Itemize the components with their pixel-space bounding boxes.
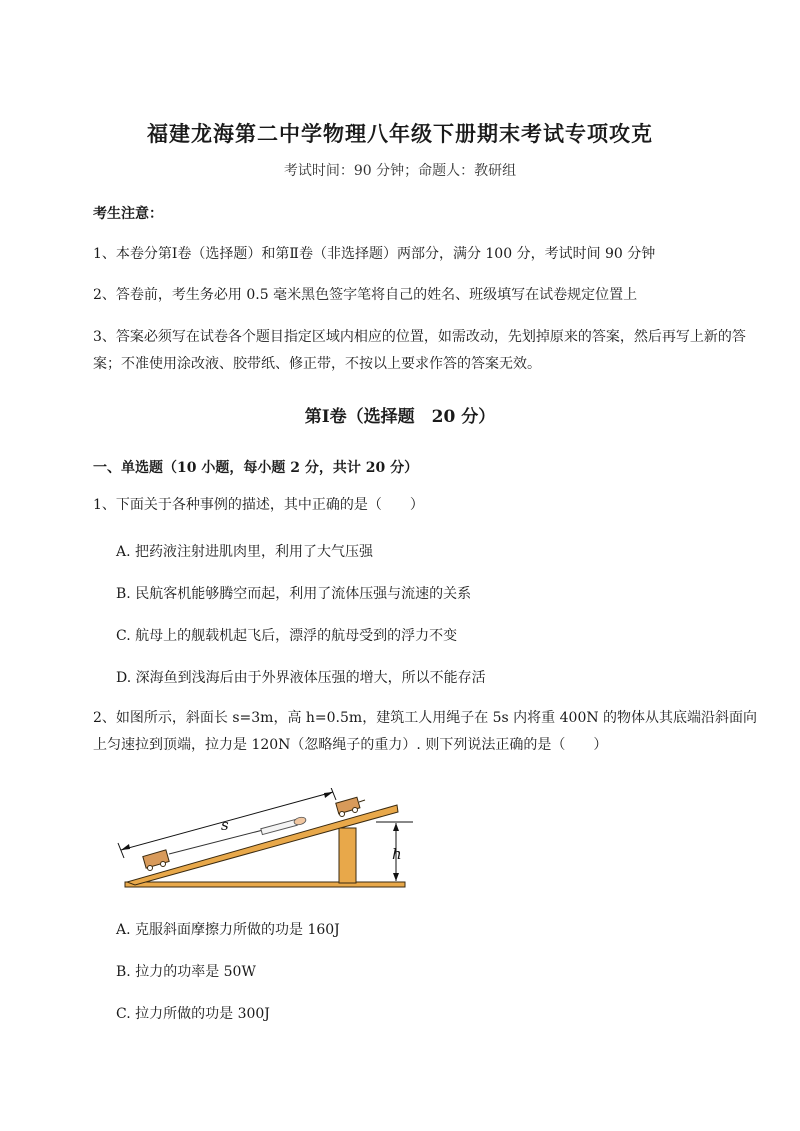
- question-2-stem: 2、如图所示，斜面长 s=3m，高 h=0.5m，建筑工人用绳子在 5s 内将重 400N 的物体从其底端沿斜面向上匀速拉到顶端，拉力是 120N（忽略绳子的重力）. 则下列说法正确的是（ ）: [93, 710, 758, 753]
- incline-diagram: [113, 788, 413, 898]
- cart-top: [336, 797, 365, 816]
- ground-plank: [125, 882, 405, 887]
- incline-plank: [127, 805, 398, 885]
- label-s: s: [221, 816, 229, 834]
- notice-item-1: 1、本卷分第Ⅰ卷（选择题）和第Ⅱ卷（非选择题）两部分，满分 100 分，考试时间 90 分钟: [93, 246, 656, 262]
- exam-meta: 考试时间：90 分钟；命题人：教研组: [283, 163, 517, 179]
- support-post: [339, 828, 356, 883]
- notice-item-3: 3、答案必须写在试卷各个题目指定区域内相应的位置，如需改动，先划掉原来的答案，然后再写上新的答案；不准使用涂改液、胶带纸、修正带，不按以上要求作答的答案无效。: [93, 329, 746, 372]
- notice-heading: 考生注意：: [93, 206, 163, 222]
- q1-option-b: B. 民航客机能够腾空而起，利用了流体压强与流速的关系: [116, 586, 472, 602]
- question-1-stem: 1、下面关于各种事例的描述，其中正确的是（ ）: [93, 497, 424, 513]
- notice-item-2: 2、答卷前，考生务必用 0.5 毫米黑色签字笔将自己的姓名、班级填写在试卷规定位置上: [93, 287, 638, 303]
- q2-option-b: B. 拉力的功率是 50W: [116, 964, 256, 980]
- cart-bottom: [143, 850, 169, 871]
- q2-option-a: A. 克服斜面摩擦力所做的功是 160J: [116, 922, 340, 938]
- q2-option-c: C. 拉力所做的功是 300J: [116, 1006, 270, 1022]
- q1-option-c: C. 航母上的舰载机起飞后，漂浮的航母受到的浮力不变: [116, 628, 458, 644]
- section-title: 第Ⅰ卷（选择题 20 分）: [304, 407, 496, 427]
- q1-option-a: A. 把药液注射进肌肉里，利用了大气压强: [116, 544, 374, 560]
- q1-option-d: D. 深海鱼到浅海后由于外界液体压强的增大，所以不能存活: [116, 670, 486, 686]
- spring-scale: [261, 816, 307, 834]
- part-heading: 一、单选题（10 小题，每小题 2 分，共计 20 分）: [93, 460, 419, 476]
- page-title: 福建龙海第二中学物理八年级下册期末考试专项攻克: [147, 121, 653, 146]
- label-h: h: [392, 845, 402, 863]
